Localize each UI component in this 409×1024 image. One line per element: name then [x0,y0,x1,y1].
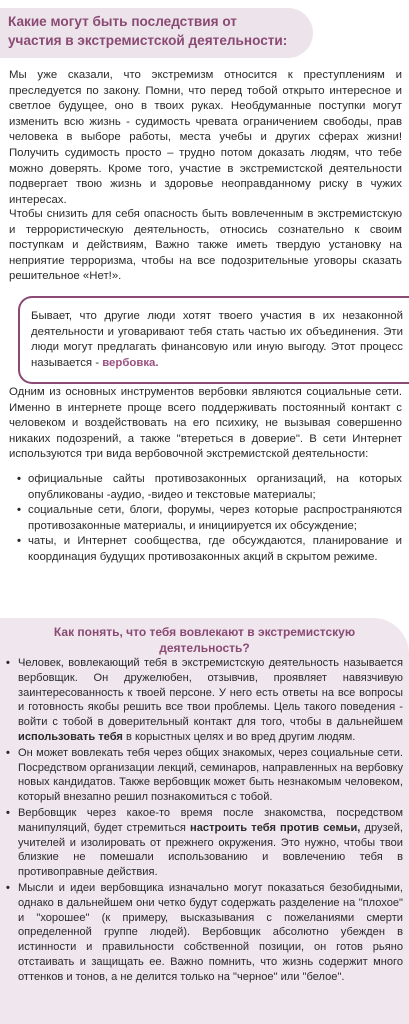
list-item [6,656,403,745]
list-item: • официальные сайты противозаконных организаций, на которых опубликованы -аудио, -видео и текстовые материалы; [17,472,402,503]
section-title [0,624,409,656]
item-text: друзей, учителей и изолировать от прежнего окружения. Это нужно, чтобы твои близкие не помешали использованию и вовлечению тебя в противоправные действия. [18,821,403,879]
header-title-line-1: Какие могут быть последствия от [8,14,237,29]
callout-body: Бывает, что другие люди хотят твоего участия в их незаконной деятельности и уговаривают тебя стать частью их объединения. Эти люди могут предлагать финансовую или иную выгоду. Этот процесс называется - [31,310,403,369]
item-emphasis: настроить тебя против семьи, [190,821,361,834]
section-title-line-2: деятельность? [159,641,250,655]
item-text: в корыстных целях и во вред другим людям. [122,730,356,743]
item-text: Вербовщик через какое-то время после знакомства, посредством манипуляций, будет стремиться [18,806,403,834]
item-text: Человек, вовлекающий тебя в экстремистскую деятельность называется вербовщик. Он дружелюбен, отзывчив, проявляет навязчивую заинтересованность к твоей персоне. У него есть ответы на все вопросы и готовность якобы решить все твои проблемы. Цель такого поведения - войти с тобой в доверительный контакт для того, чтобы в дальнейшем [18,657,403,729]
list-item [6,746,403,805]
recruitment-types-list [17,472,402,566]
list-item: • чаты, и Интернет сообщества, где обсуждаются, планирование и координация будущих противозаконных акций в скрытом режиме. [17,534,402,565]
social-networks-paragraph: Одним из основных инструментов вербовки являются социальные сети. Именно в интернете проще всего поддерживать постоянный контакт с человеком и воздействовать на его психику, не вызывая совершенно никаких подозрений, а также "втереться в доверие". В сети Интернет используются три вида вербовочной экстремистской деятельности: [9,386,402,461]
callout-highlight: вербовка. [102,356,159,369]
consequences-paragraph: Мы уже сказали, что экстремизм относится к преступлениям и преследуется по закону. Помни, что перед тобой открыто интересное и светлое будущее, оно в твоих руках. Необдуманные поступки могут изменить всю жизнь - судимость чревата ограничением свободы, прав человека в выборе работы, места учебы и других сферах жизни! Получить судимость просто – трудно потом доказать людям, что тебе можно доверять. Кроме того, участие в экстремистской деятельности подвергает твою жизнь и здоровье неоправданному риску в чужих интересах. [9,69,402,206]
item-emphasis: использовать тебя [18,730,123,743]
prevention-paragraph: Чтобы снизить для себя опасность быть вовлеченным в экстремистскую и террористическую деятельность, относись сознательно к своим поступкам и действиям, Важно также иметь твердую установку на неприятие терроризма, чтобы на все подозрительные уговоры сказать решительное «Нет!». [9,208,402,283]
item-text: Мысли и идеи вербовщика изначально могут показаться безобидными, однако в дальнейшем они четко будут содержать разделение на "плохое" и "хорошее" (к примеру, высказывания с пожеланиями смерти определенной группе людей). Вербовщик абсолютно убежден в истинности и правильности собственной позиции, он готов рьяно отстаивать и защищать ее. Важно помнить, что жизнь содержит много оттенков и тонов, а не делится только на "черное" или "белое". [18,881,403,983]
section-title-line-1: Как понять, что тебя вовлекают в экстремистскую [53,625,356,639]
list-item [6,881,403,985]
header-banner [0,8,313,58]
list-item: • социальные сети, блоги, форумы, через которые распространяются противозаконные материалы, и инициируется их обсуждение; [17,503,402,534]
warning-signs-list [6,656,403,986]
item-text: Он может вовлекать тебя через общих знакомых, через социальные сети. Посредством организации лекций, семинаров, направленных на вербовку новых кандидатов. Также вербовщик может быть незнакомым человеком, который внезапно решил познакомиться с тобой. [18,746,403,804]
header-title-line-2: участия в экстремистской деятельности: [8,33,288,48]
recruitment-callout [18,296,409,384]
list-item [6,806,403,880]
callout-text [31,309,403,371]
